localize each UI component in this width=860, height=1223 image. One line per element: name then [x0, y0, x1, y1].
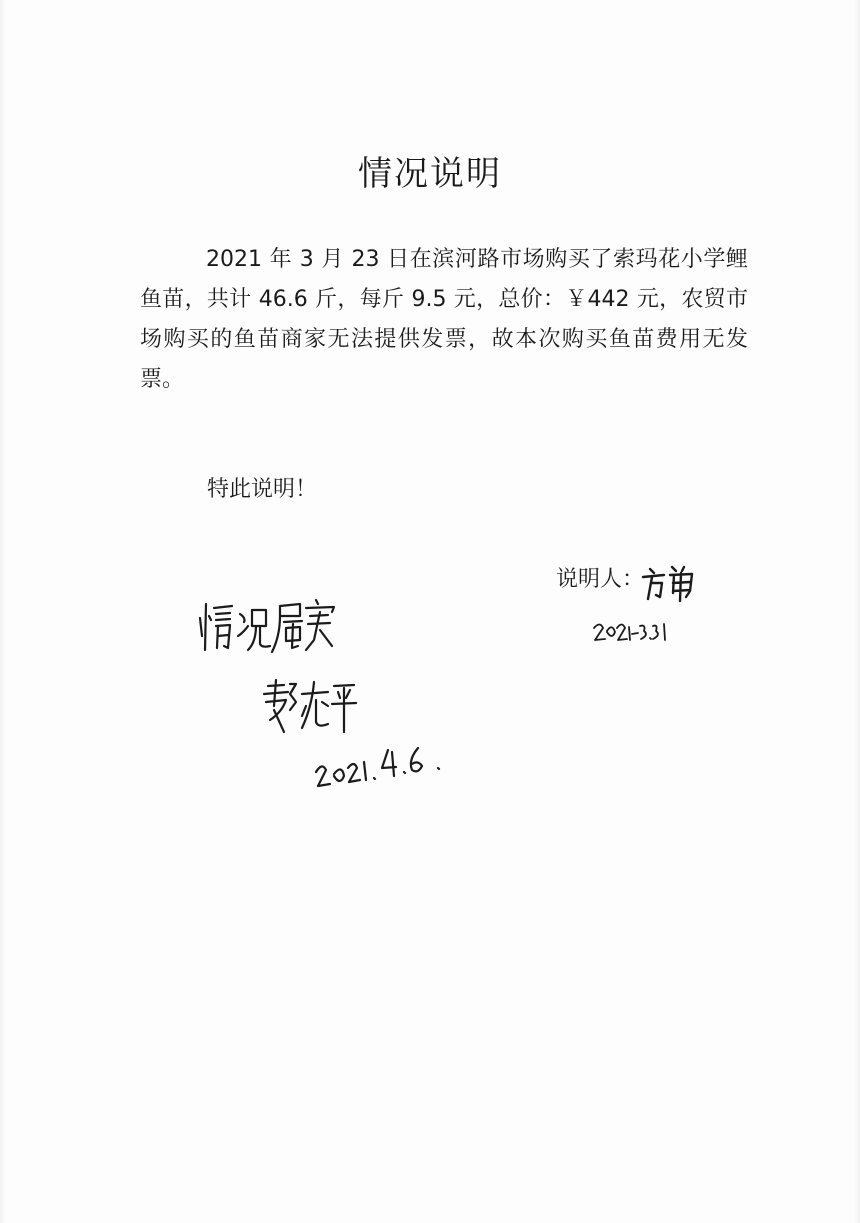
signer-date: [592, 618, 672, 648]
approver-signature: [262, 676, 358, 736]
closing-statement: 特此说明！: [207, 477, 318, 502]
signer-signature: [640, 563, 696, 603]
approval-note-handwriting: [196, 596, 336, 656]
approval-date: [312, 742, 452, 792]
document-body: 2021 年 3 月 23 日在滨河路市场购买了索玛花小学鲤鱼苗，共计 46.6 斤，每斤 9.5 元，总价：￥442 元，农贸市场购买的鱼苗商家无法提供发票，故本次购买鱼苗费用无发票。: [140, 247, 748, 392]
signer-label: 说明人：: [556, 567, 645, 592]
document-title: 情况说明: [358, 154, 502, 194]
